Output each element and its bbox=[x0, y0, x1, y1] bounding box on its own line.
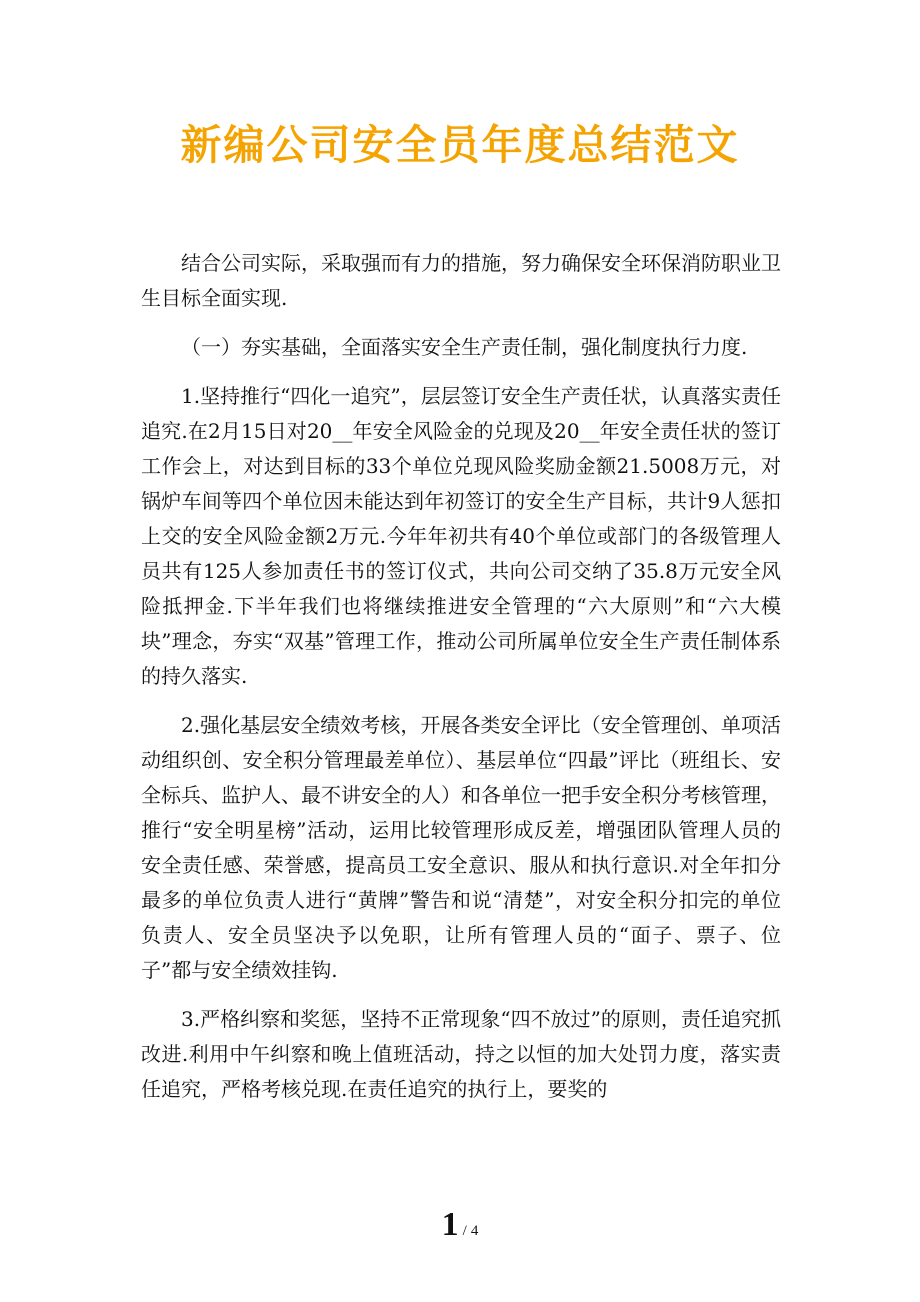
paragraph-item-1: 1.坚持推行“四化一追究”，层层签订安全生产责任状，认真落实责任追究.在2月15日对20__年安全风险金的兑现及20__年安全责任状的签订工作会上，对达到目标的33个单位兑现风险奖励金额21.5008万元，对锅炉车间等四个单位因未能达到年初签订的安全生产目标，共计9人惩扣上交的安全风险金额2万元.今年年初共有40个单位或部门的各级管理人员共有125人参加责任书的签订仪式，共向公司交纳了35.8万元安全风险抵押金.下半年我们也将继续推进安全管理的“六大原则”和“六大模块”理念，夯实“双基”管理工作，推动公司所属单位安全生产责任制体系的持久落实. bbox=[141, 384, 781, 688]
paragraph-item-2: 2.强化基层安全绩效考核，开展各类安全评比（安全管理创、单项活动组织创、安全积分管理最差单位）、基层单位“四最”评比（班组长、安全标兵、监护人、最不讲安全的人）和各单位一把手安全积分考核管理，推行“安全明星榜”活动，运用比较管理形成反差，增强团队管理人员的安全责任感、荣誉感，提高员工安全意识、服从和执行意识.对全年扣分最多的单位负责人进行“黄牌”警告和说“清楚”，对安全积分扣完的单位负责人、安全员坚决予以免职，让所有管理人员的“面子、票子、位子”都与安全绩效挂钩. bbox=[141, 713, 781, 982]
page-footer bbox=[0, 1206, 920, 1244]
page-total: 4 bbox=[470, 1223, 479, 1239]
page-number: 1 bbox=[441, 1206, 459, 1243]
document-body bbox=[141, 246, 781, 1121]
paragraph-section-heading: （一）夯实基础，全面落实安全生产责任制，强化制度执行力度. bbox=[181, 335, 748, 359]
page-separator: / bbox=[462, 1223, 467, 1239]
paragraph-intro: 结合公司实际，采取强而有力的措施，努力确保安全环保消防职业卫生目标全面实现. bbox=[141, 251, 781, 310]
document-title: 新编公司安全员年度总结范文 bbox=[180, 121, 740, 169]
paragraph-item-3: 3.严格纠察和奖惩，坚持不正常现象“四不放过”的原则，责任追究抓改进.利用中午纠察和晚上值班活动，持之以恒的加大处罚力度，落实责任追究，严格考核兑现.在责任追究的执行上，要奖的 bbox=[141, 1007, 781, 1101]
